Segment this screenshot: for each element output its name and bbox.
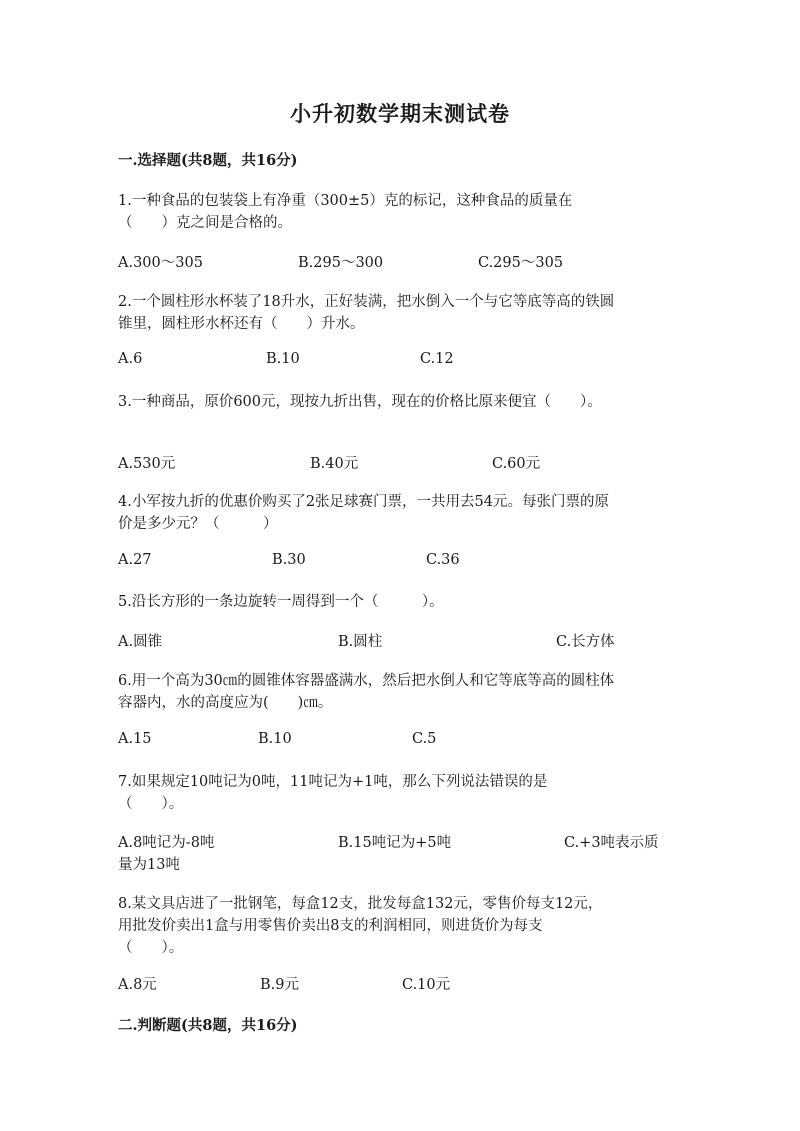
- question-1-option-a: A.300～305: [118, 255, 203, 271]
- question-7-option-c: C.+3吨表示质: [564, 835, 659, 851]
- question-3-option-b: B.40元: [310, 456, 359, 472]
- question-8-line-2: 用批发价卖出1盒与用零售价卖出8支的利润相同，则进货价为每支: [118, 918, 543, 934]
- question-5-option-c: C.长方体: [556, 634, 615, 650]
- question-6-option-a: A.15: [118, 731, 152, 747]
- question-4-option-a: A.27: [118, 552, 152, 568]
- section-heading-choice: 一.选择题(共8题，共16分): [118, 152, 298, 169]
- question-4-option-b: B.30: [272, 552, 306, 568]
- question-1-option-c: C.295～305: [478, 255, 564, 271]
- question-6-line-1: 6.用一个高为30㎝的圆锥体容器盛满水，然后把水倒人和它等底等高的圆柱体: [118, 673, 615, 689]
- question-4-line-1: 4.小军按九折的优惠价购买了2张足球赛门票，一共用去54元。每张门票的原: [118, 494, 610, 510]
- question-5-option-b: B.圆柱: [338, 634, 383, 650]
- question-5-line-1: 5.沿长方形的一条边旋转一周得到一个（ ）。: [118, 594, 444, 610]
- question-8-option-c: C.10元: [402, 977, 451, 993]
- question-1-line-2: （ ）克之间是合格的。: [118, 215, 292, 231]
- question-2-line-1: 2.一个圆柱形水杯装了18升水，正好装满，把水倒入一个与它等底等高的铁圆: [118, 294, 615, 310]
- page-title: 小升初数学期末测试卷: [290, 101, 510, 126]
- question-6-option-c: C.5: [412, 731, 437, 747]
- question-8-line-1: 8.某文具店进了一批钢笔，每盒12支，批发每盒132元，零售价每支12元，: [118, 896, 603, 912]
- question-4-option-c: C.36: [426, 552, 460, 568]
- question-6-line-2: 容器内，水的高度应为( )㎝。: [118, 695, 333, 711]
- question-7-option-c-continued: 量为13吨: [118, 857, 180, 873]
- question-6-option-b: B.10: [258, 731, 292, 747]
- question-7-option-b: B.15吨记为+5吨: [338, 835, 452, 851]
- question-7-line-1: 7.如果规定10吨记为0吨，11吨记为+1吨，那么下列说法错误的是: [118, 774, 548, 790]
- question-5-option-a: A.圆锥: [118, 634, 163, 650]
- question-4-line-2: 价是多少元？（ ）: [118, 516, 278, 532]
- question-1-option-b: B.295～300: [298, 255, 384, 271]
- question-1-line-1: 1.一种食品的包装袋上有净重（300±5）克的标记，这种食品的质量在: [118, 193, 573, 209]
- question-8-option-b: B.9元: [260, 977, 299, 993]
- question-3-option-a: A.530元: [118, 456, 176, 472]
- question-2-option-a: A.6: [118, 351, 143, 367]
- question-7-option-a: A.8吨记为-8吨: [118, 835, 215, 851]
- question-2-option-c: C.12: [420, 351, 454, 367]
- question-3-option-c: C.60元: [492, 456, 541, 472]
- question-2-line-2: 锥里，圆柱形水杯还有（ ）升水。: [118, 316, 365, 332]
- question-3-line-1: 3.一种商品，原价600元，现按九折出售，现在的价格比原来便宜（ ）。: [118, 394, 602, 410]
- question-2-option-b: B.10: [266, 351, 300, 367]
- question-8-option-a: A.8元: [118, 977, 157, 993]
- question-8-line-3: （ ）。: [118, 940, 184, 956]
- question-7-line-2: （ ）。: [118, 796, 184, 812]
- section-heading-true-false: 二.判断题(共8题，共16分): [118, 1017, 298, 1034]
